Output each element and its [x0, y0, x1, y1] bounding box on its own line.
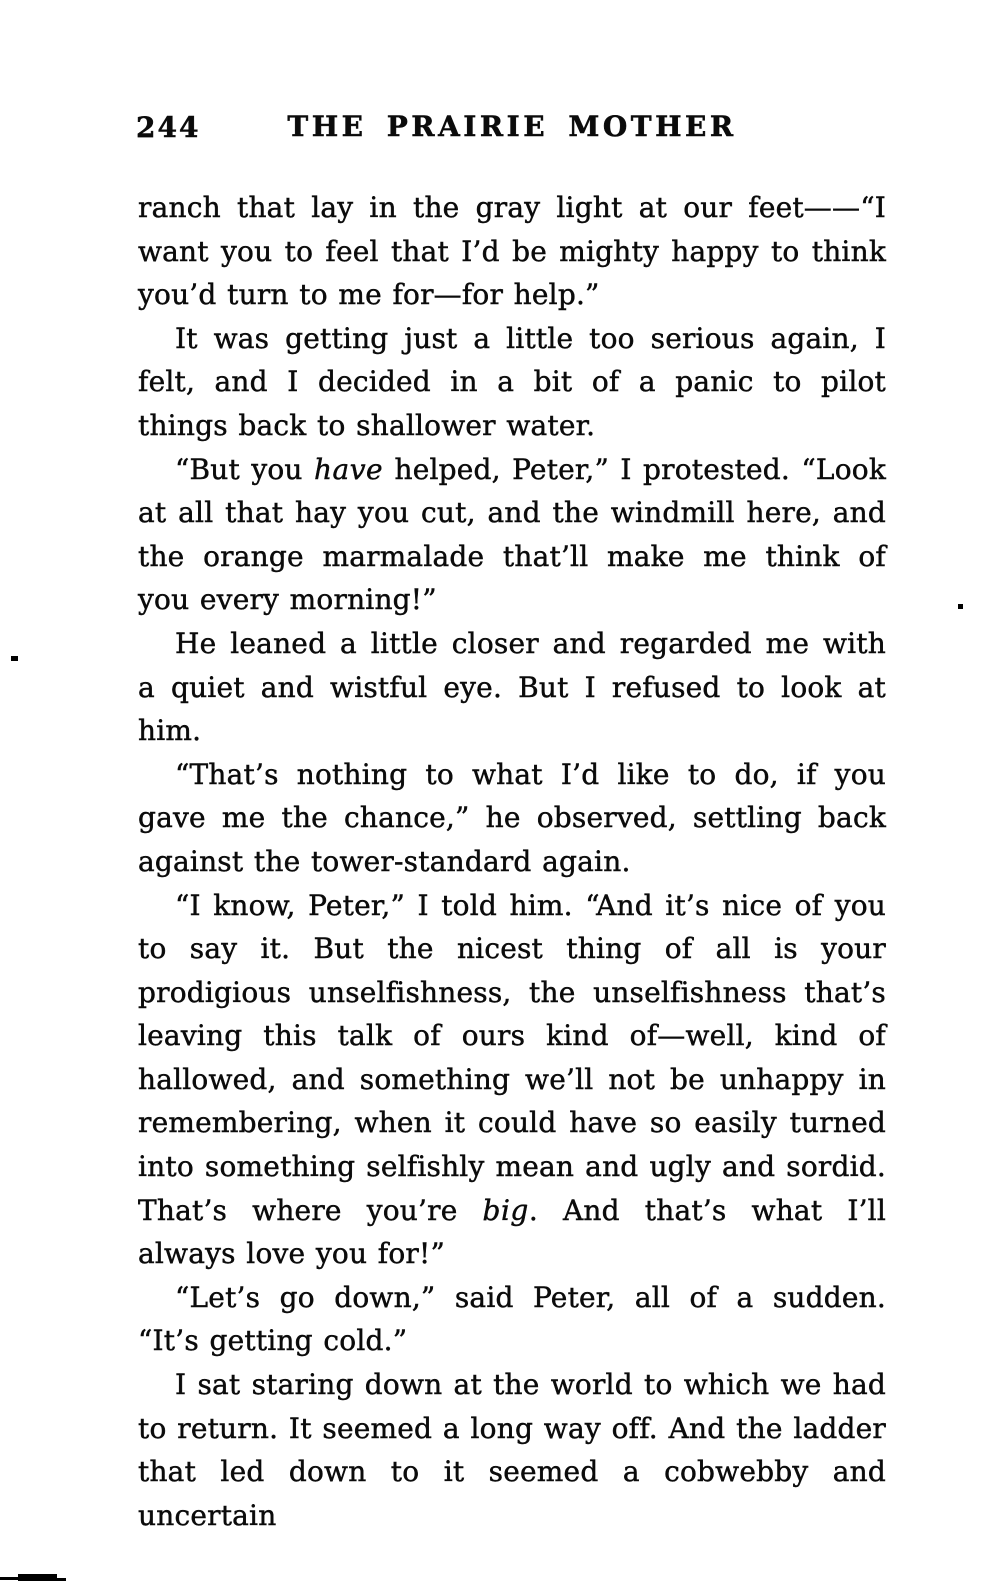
paragraph-text: “Let’s go down,” said Peter, all of a sudden. “It’s getting cold.” — [138, 1280, 886, 1358]
scan-artifact-corner-bar — [18, 1574, 57, 1581]
page-number: 244 — [136, 111, 201, 144]
paragraph-text: “But you — [175, 452, 315, 486]
paragraph — [138, 317, 886, 448]
italic-word: have — [314, 452, 384, 486]
page-header — [138, 110, 886, 146]
paragraph — [138, 1363, 886, 1537]
paragraph-text: ranch that lay in the gray light at our feet——“I want you to feel that I’d be mighty happy to think you’d turn to me for—for help.” — [138, 191, 886, 312]
paragraph-text: “I know, Peter,” I told him. “And it’s nice of you to say it. But the nicest thing of all is your prodigious unselfishness, the unselfishness that’s leaving this talk of ours kind of—well, kind of hallowed, and something we’ll not be unhappy in remembering, when it could have so easily turned into something selfishly mean and ugly and sordid. That’s where you’re — [138, 888, 886, 1227]
scan-artifact-margin-dash — [11, 656, 18, 661]
paragraph-text: . And that’s what I’ll always love you for!” — [138, 1193, 886, 1271]
body-text — [138, 186, 886, 1537]
running-title: THE PRAIRIE MOTHER — [287, 110, 737, 143]
scan-artifact-stray-dot — [958, 604, 963, 609]
paragraph-text: He leaned a little closer and regarded me with a quiet and wistful eye. But I refused to look at him. — [138, 626, 886, 748]
paragraph — [138, 884, 886, 1276]
paragraph — [138, 1276, 886, 1363]
paragraph — [138, 622, 886, 753]
paragraph-text: It was getting just a little too serious again, I felt, and I decided in a bit of a panic to pilot things back to shallower water. — [138, 321, 886, 442]
italic-word: big — [482, 1193, 529, 1227]
scan-artifact-corner-bar — [0, 1577, 18, 1580]
paragraph-text: I sat staring down at the world to which we had to return. It seemed a long way off. And the ladder that led down to it seemed a cobwebby and uncertain — [138, 1368, 886, 1532]
paragraph-text: helped, Peter,” I protested. “Look at all that hay you cut, and the windmill here, and the orange marmalade that’ll make me think of you every morning!” — [138, 452, 886, 617]
paragraph — [138, 186, 886, 317]
paragraph — [138, 448, 886, 622]
paragraph-text: “That’s nothing to what I’d like to do, if you gave me the chance,” he observed, settling back against the tower-standard again. — [138, 757, 886, 878]
paragraph — [138, 753, 886, 884]
